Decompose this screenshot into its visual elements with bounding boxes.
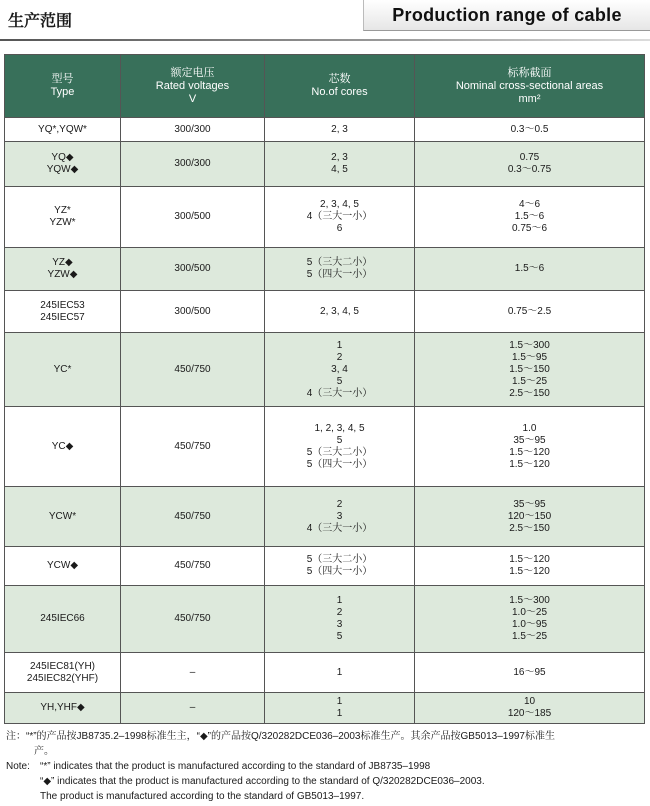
areas-value: 1.0～25 (511, 607, 548, 618)
areas-value: 1.5～6 (514, 211, 545, 222)
type-value: YZ◆ (52, 257, 73, 268)
areas-value: 2.5～150 (509, 387, 550, 399)
cores-value: 3, 4 (331, 363, 348, 375)
cores-value: 4（三大一小） (306, 387, 373, 399)
header-cell-2 (265, 55, 415, 118)
areas-value: 1.5～120 (509, 446, 550, 458)
table-row (5, 547, 645, 586)
type-cell (5, 142, 121, 187)
cores-value: 4（三大一小） (306, 522, 373, 534)
cores-value: 5 (336, 434, 343, 446)
type-value: YQW◆ (46, 164, 79, 175)
areas-value: 1.5～120 (509, 554, 550, 565)
cores-cell (265, 653, 415, 693)
areas-cell (415, 291, 645, 333)
header-cell-0-line-1: Type (50, 86, 75, 98)
voltage-cell: 300/300 (121, 118, 265, 142)
areas-value: 4～6 (518, 199, 541, 210)
cores-value: 3 (336, 619, 343, 630)
type-value: YCW* (48, 510, 77, 522)
note-cn-continuation: 产。 (34, 746, 54, 757)
type-value: 245IEC53 (40, 299, 85, 311)
type-value: YZ* (54, 205, 71, 216)
areas-value: 1.5～120 (509, 458, 550, 470)
table-row (5, 248, 645, 291)
cores-value: 6 (336, 223, 343, 234)
areas-cell (415, 248, 645, 291)
header-cell-0-line-0: 型号 (51, 73, 74, 85)
voltage-cell: – (121, 693, 265, 724)
cores-value: 5（四大一小） (306, 269, 373, 280)
cores-value: 1 (336, 708, 343, 719)
type-cell (5, 407, 121, 487)
table-header-row (5, 55, 645, 118)
cores-cell (265, 142, 415, 187)
cores-value: 1 (336, 666, 343, 678)
voltage-cell: 300/300 (121, 142, 265, 187)
type-cell (5, 333, 121, 407)
note-cn-text: “*”的产品按JB8735.2–1998标准生主，“◆”的产品按Q/320282DCE036–2003标准生产。其余产品按GB5013–1997标准生 (26, 731, 555, 742)
areas-value: 120～185 (507, 708, 552, 719)
areas-value: 16～95 (513, 666, 546, 678)
areas-value: 1.0 (522, 422, 537, 434)
cores-value: 5 (336, 631, 343, 642)
table-row (5, 291, 645, 333)
cores-value: 2, 3 (331, 123, 348, 135)
type-value: 245IEC66 (40, 613, 85, 624)
table-row (5, 187, 645, 248)
voltage-cell: 450/750 (121, 487, 265, 547)
header-cell-3-line-1: Nominal cross-sectional areas (455, 79, 604, 92)
note-en-label: Note: (6, 761, 30, 772)
cores-value: 1 (336, 696, 343, 707)
cores-value: 2 (336, 351, 343, 363)
type-cell (5, 586, 121, 653)
title-english: Production range of cable (363, 0, 650, 31)
header-cell-1-line-1: Rated voltages (155, 79, 230, 92)
cores-cell (265, 586, 415, 653)
table-body (5, 118, 645, 724)
cores-cell (265, 187, 415, 248)
areas-value: 0.75～2.5 (507, 305, 552, 317)
areas-value: 35～95 (513, 498, 546, 510)
areas-value: 1.5～95 (511, 351, 548, 363)
note-en-text-1: “*” indicates that the product is manufactured according to the standard of JB8735–1998 (40, 761, 431, 772)
cores-cell (265, 118, 415, 142)
voltage-cell: 300/500 (121, 187, 265, 248)
cores-value: 2 (336, 498, 343, 510)
type-value: 245IEC57 (40, 311, 85, 323)
type-value: YQ◆ (51, 152, 74, 163)
production-range-table (4, 54, 645, 724)
header-cell-3-line-2: mm² (518, 92, 541, 105)
cores-value: 2, 3, 4, 5 (320, 199, 359, 210)
type-value: YCW◆ (46, 560, 79, 571)
areas-cell (415, 693, 645, 724)
type-value: YC* (53, 363, 72, 375)
cores-cell (265, 407, 415, 487)
areas-value: 0.3～0.5 (510, 123, 549, 135)
areas-value: 1.5～25 (511, 375, 548, 387)
type-value: YZW◆ (47, 269, 78, 280)
cores-value: 4, 5 (331, 164, 348, 175)
areas-value: 120～150 (507, 510, 552, 522)
areas-value: 1.5～300 (509, 595, 550, 606)
areas-value: 1.5～300 (509, 339, 550, 351)
type-cell (5, 291, 121, 333)
areas-cell (415, 653, 645, 693)
cores-value: 5（四大一小） (306, 458, 373, 470)
cores-value: 2, 3 (331, 152, 348, 163)
table-row (5, 586, 645, 653)
areas-cell (415, 118, 645, 142)
cores-cell (265, 487, 415, 547)
header-cell-1 (121, 55, 265, 118)
table-row (5, 407, 645, 487)
voltage-cell: 300/500 (121, 291, 265, 333)
header-cell-2-line-1: No.of cores (311, 86, 368, 98)
table-row (5, 653, 645, 693)
table-row (5, 142, 645, 187)
table-row (5, 333, 645, 407)
areas-value: 1.0～95 (511, 619, 548, 630)
note-cn-line (6, 729, 650, 744)
cores-value: 5（三大二小） (306, 446, 373, 458)
note-en-line-2: “◆” indicates that the product is manufactured according to the standard of Q/320282DCE036–2003. (40, 776, 485, 787)
type-cell (5, 653, 121, 693)
note-cn-label: 注： (6, 731, 26, 742)
areas-value: 2.5～150 (509, 522, 550, 534)
areas-cell (415, 333, 645, 407)
type-cell (5, 487, 121, 547)
type-cell (5, 547, 121, 586)
voltage-cell: – (121, 653, 265, 693)
type-value: YC◆ (51, 440, 74, 452)
table-row (5, 118, 645, 142)
type-value: YH,YHF◆ (40, 702, 85, 713)
areas-value: 1.5～25 (511, 631, 548, 642)
areas-cell (415, 142, 645, 187)
type-value: YZW* (49, 217, 76, 228)
page-header (0, 0, 650, 52)
table-row (5, 487, 645, 547)
note-en-line-1 (6, 759, 650, 774)
cores-value: 1 (336, 339, 343, 351)
header-cell-2-line-0: 芯数 (328, 73, 351, 85)
cores-value: 5（三大二小） (306, 257, 373, 268)
areas-cell (415, 187, 645, 248)
cores-cell (265, 291, 415, 333)
type-value: YQ*,YQW* (38, 123, 87, 135)
cores-value: 5（三大二小） (306, 554, 373, 565)
voltage-cell: 450/750 (121, 586, 265, 653)
header-cell-3 (415, 55, 645, 118)
title-chinese: 生产范围 (8, 11, 73, 30)
header-cell-1-line-0: 额定电压 (170, 66, 215, 79)
cores-cell (265, 547, 415, 586)
voltage-cell: 450/750 (121, 407, 265, 487)
cores-value: 3 (336, 510, 343, 522)
type-cell (5, 187, 121, 248)
voltage-cell: 450/750 (121, 547, 265, 586)
cores-value: 2 (336, 607, 343, 618)
areas-value: 1.5～120 (509, 566, 550, 577)
cores-value: 4（三大一小） (306, 211, 373, 222)
areas-value: 1.5～6 (514, 263, 545, 274)
cores-value: 1 (336, 595, 343, 606)
voltage-cell: 300/500 (121, 248, 265, 291)
cores-value: 2, 3, 4, 5 (320, 305, 359, 317)
cores-cell (265, 693, 415, 724)
cores-cell (265, 333, 415, 407)
note-en-line-3: The product is manufactured according to the standard of GB5013–1997. (40, 791, 365, 802)
areas-cell (415, 586, 645, 653)
voltage-cell: 450/750 (121, 333, 265, 407)
type-cell (5, 693, 121, 724)
cores-value: 5 (336, 375, 343, 387)
areas-cell (415, 547, 645, 586)
type-cell (5, 118, 121, 142)
areas-value: 0.3～0.75 (507, 164, 552, 175)
cores-cell (265, 248, 415, 291)
areas-value: 0.75～6 (511, 223, 548, 234)
areas-value: 10 (523, 696, 536, 707)
type-cell (5, 248, 121, 291)
table-row (5, 693, 645, 724)
areas-value: 35～95 (513, 434, 546, 446)
areas-cell (415, 407, 645, 487)
type-value: 245IEC81(YH) (29, 660, 96, 672)
areas-value: 1.5～150 (509, 363, 550, 375)
cores-value: 1, 2, 3, 4, 5 (314, 422, 365, 434)
header-divider (0, 39, 650, 41)
header-cell-1-line-2: V (188, 92, 197, 105)
type-value: 245IEC82(YHF) (26, 672, 99, 684)
header-cell-0 (5, 55, 121, 118)
cores-value: 5（四大一小） (306, 566, 373, 577)
notes-section (6, 729, 650, 804)
areas-cell (415, 487, 645, 547)
areas-value: 0.75 (519, 152, 540, 163)
header-cell-3-line-0: 标称截面 (507, 66, 552, 79)
